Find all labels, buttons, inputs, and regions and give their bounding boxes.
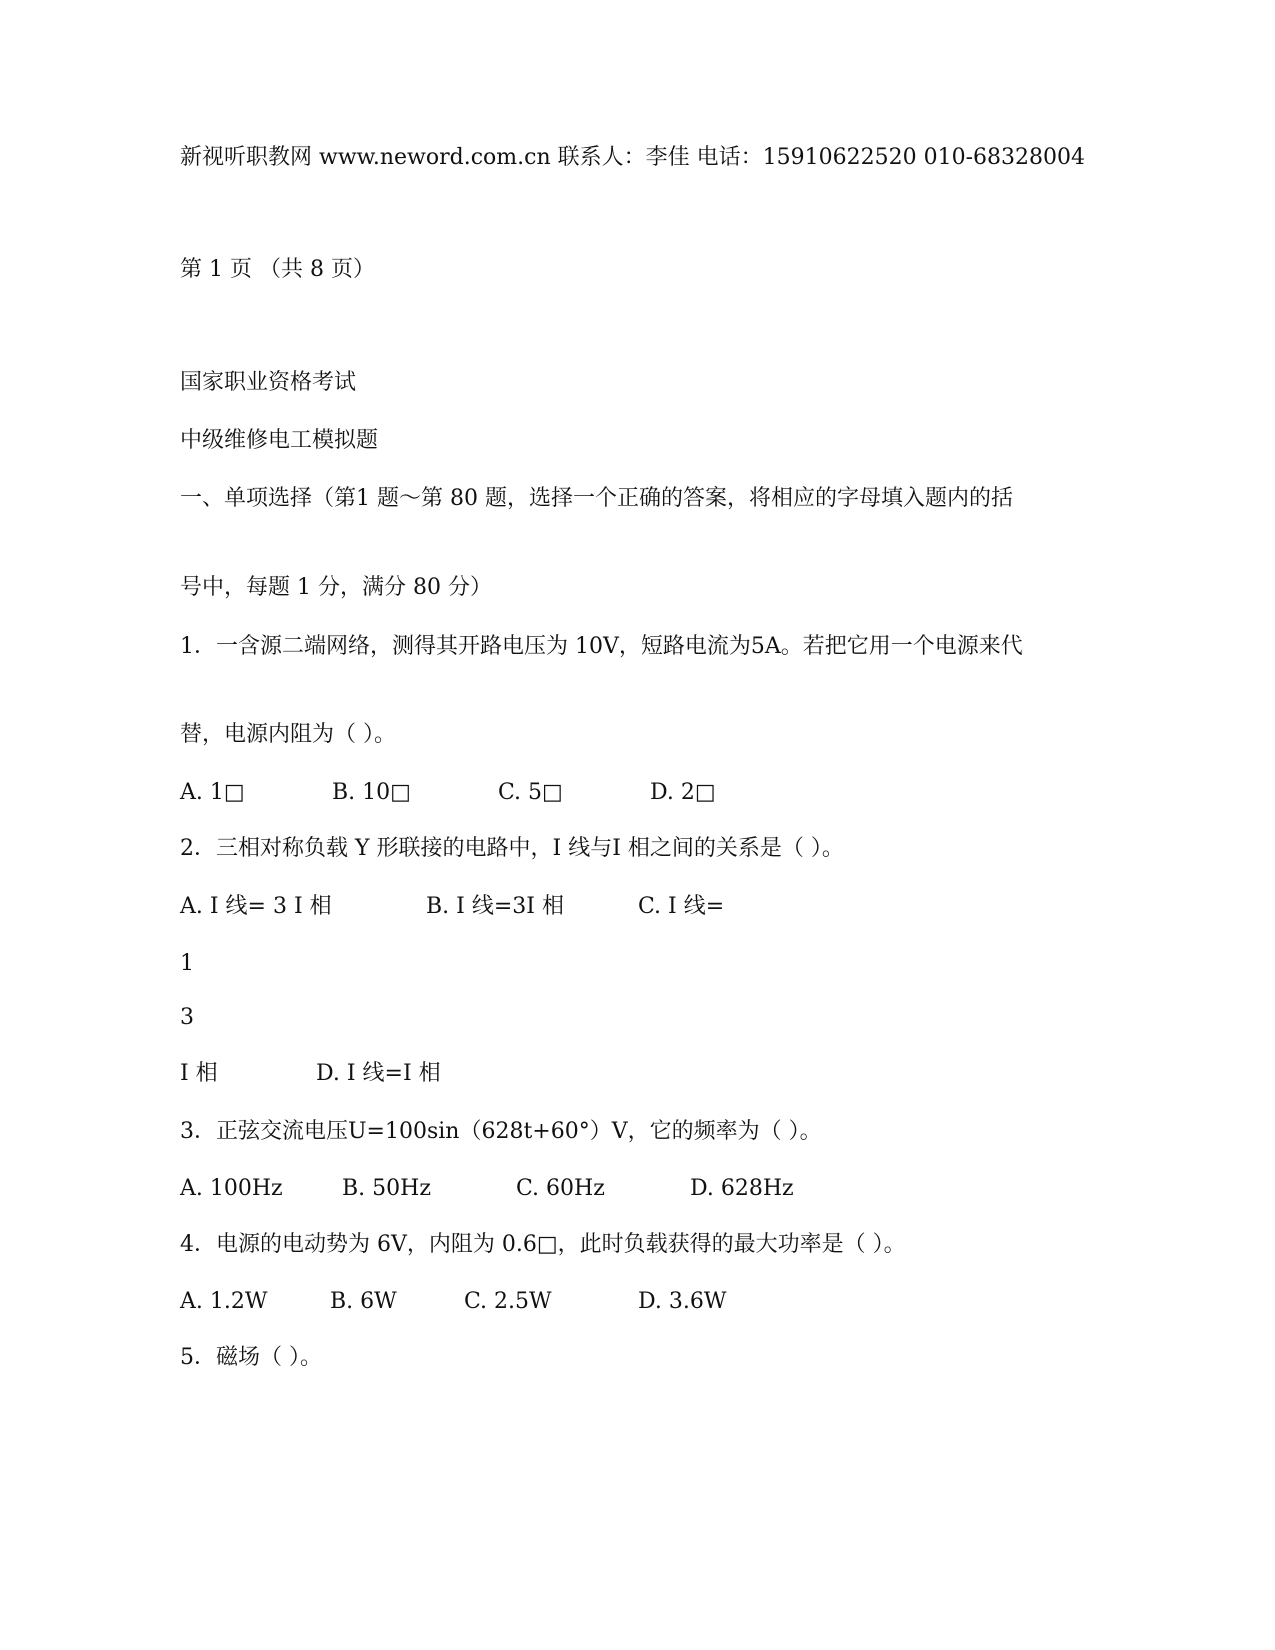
question-2-fraction-numerator: 1 xyxy=(180,951,194,976)
header-contact-line: 新视听职教网 www.neword.com.cn 联系人：李佳 电话：15910622520 010-68328004 xyxy=(180,145,1085,170)
question-2-option-d: D. I 线=I 相 xyxy=(316,1061,441,1086)
question-4-stem: 4．电源的电动势为 6V，内阻为 0.6□，此时负载获得的最大功率是（ ）。 xyxy=(180,1232,906,1257)
question-4-option-b: B. 6W xyxy=(330,1289,397,1314)
question-1-stem-cont: 替，电源内阻为（ ）。 xyxy=(180,722,396,747)
question-1-option-a: A. 1□ xyxy=(180,780,245,805)
question-2-option-c-tail: I 相 xyxy=(180,1061,218,1086)
question-4-option-d: D. 3.6W xyxy=(638,1289,727,1314)
question-3-option-c: C. 60Hz xyxy=(516,1176,605,1201)
question-1-stem: 1．一含源二端网络，测得其开路电压为 10V，短路电流为5A。若把它用一个电源来代 xyxy=(180,634,1023,659)
question-2-option-b: B. I 线=3I 相 xyxy=(426,894,564,919)
exam-subtitle: 中级维修电工模拟题 xyxy=(180,428,379,453)
question-1-option-b: B. 10□ xyxy=(332,780,411,805)
question-3-option-d: D. 628Hz xyxy=(690,1176,794,1201)
section-instruction-line1: 一、单项选择（第1 题～第 80 题，选择一个正确的答案，将相应的字母填入题内的括 xyxy=(180,486,1013,511)
question-1-option-d: D. 2□ xyxy=(650,780,716,805)
page-indicator: 第 1 页 （共 8 页） xyxy=(180,257,375,282)
question-5-stem: 5．磁场（ ）。 xyxy=(180,1345,322,1370)
question-3-option-a: A. 100Hz xyxy=(180,1176,283,1201)
question-2-fraction-denominator: 3 xyxy=(180,1005,194,1030)
question-4-option-c: C. 2.5W xyxy=(464,1289,552,1314)
question-4-option-a: A. 1.2W xyxy=(180,1289,268,1314)
section-instruction-line2: 号中，每题 1 分，满分 80 分） xyxy=(180,575,492,600)
question-3-stem: 3．正弦交流电压U=100sin（628t+60°）V，它的频率为（ ）。 xyxy=(180,1119,822,1144)
question-2-stem: 2．三相对称负载 Y 形联接的电路中，I 线与I 相之间的关系是（ ）。 xyxy=(180,836,844,861)
question-2-option-a: A. I 线= 3 I 相 xyxy=(180,894,332,919)
question-1-option-c: C. 5□ xyxy=(498,780,563,805)
question-3-option-b: B. 50Hz xyxy=(342,1176,431,1201)
exam-title: 国家职业资格考试 xyxy=(180,370,357,395)
question-2-option-c: C. I 线= xyxy=(638,894,725,919)
